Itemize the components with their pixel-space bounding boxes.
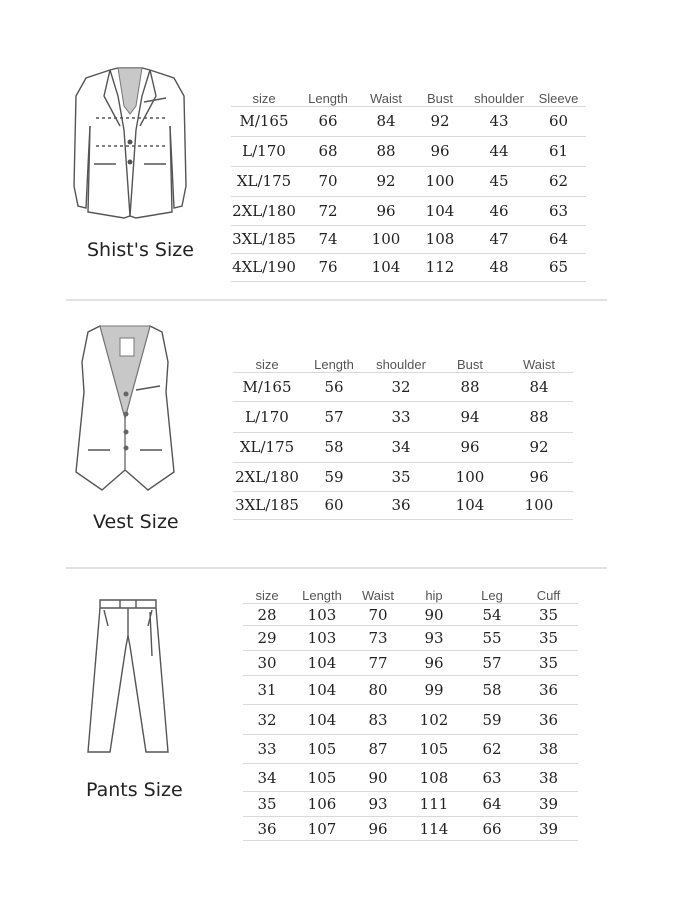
cell: 46 (467, 196, 531, 225)
table-row (231, 106, 586, 136)
cell: 66 (297, 106, 359, 136)
cell: 2XL/180 (231, 196, 297, 225)
cell: 62 (531, 166, 586, 196)
cell: 93 (353, 792, 403, 817)
cell: 38 (519, 764, 578, 792)
cell: 100 (505, 491, 573, 519)
cell: 96 (505, 462, 573, 491)
col-header: hip (403, 588, 465, 604)
cell: 39 (519, 792, 578, 817)
cell: 104 (359, 253, 413, 281)
cell: 73 (353, 626, 403, 651)
cell: M/165 (231, 106, 297, 136)
table-row (243, 604, 578, 626)
table-row (233, 462, 573, 491)
cell: 96 (413, 136, 467, 166)
table-row (243, 817, 578, 841)
cell: 2XL/180 (233, 462, 301, 491)
cell: 60 (301, 491, 367, 519)
col-header: Leg (465, 588, 519, 604)
cell: 61 (531, 136, 586, 166)
vest-size-table (233, 354, 573, 520)
cell: 62 (465, 735, 519, 764)
cell: 104 (291, 651, 353, 676)
cell: 39 (519, 817, 578, 841)
table-row (243, 705, 578, 735)
table-row (243, 792, 578, 817)
vest-illustration (70, 322, 180, 494)
cell: 55 (465, 626, 519, 651)
table-row (243, 735, 578, 764)
cell: 34 (367, 432, 435, 462)
cell: 105 (403, 735, 465, 764)
cell: 59 (301, 462, 367, 491)
cell: 31 (243, 676, 291, 705)
cell: 84 (359, 106, 413, 136)
table-row (231, 253, 586, 281)
cell: 35 (519, 651, 578, 676)
cell: 35 (243, 792, 291, 817)
cell: 36 (519, 705, 578, 735)
col-header: Bust (435, 354, 505, 372)
table-row (243, 676, 578, 705)
col-header: Waist (353, 588, 403, 604)
cell: 88 (505, 401, 573, 432)
cell: 33 (367, 401, 435, 432)
cell: 38 (519, 735, 578, 764)
cell: 35 (519, 626, 578, 651)
cell: 28 (243, 604, 291, 626)
cell: 104 (413, 196, 467, 225)
cell: XL/175 (231, 166, 297, 196)
cell: 64 (531, 225, 586, 253)
cell: 92 (505, 432, 573, 462)
cell: 45 (467, 166, 531, 196)
cell: 35 (367, 462, 435, 491)
table-row (231, 166, 586, 196)
cell: 63 (465, 764, 519, 792)
table-row (231, 225, 586, 253)
cell: 100 (413, 166, 467, 196)
cell: 70 (297, 166, 359, 196)
cell: 77 (353, 651, 403, 676)
cell: 87 (353, 735, 403, 764)
col-header: Cuff (519, 588, 578, 604)
cell: 29 (243, 626, 291, 651)
cell: 56 (301, 372, 367, 401)
cell: 96 (435, 432, 505, 462)
cell: 102 (403, 705, 465, 735)
cell: 92 (359, 166, 413, 196)
col-header: Bust (413, 88, 467, 106)
col-header: Waist (505, 354, 573, 372)
jacket-illustration (68, 66, 192, 224)
table-row (231, 196, 586, 225)
col-header: Length (297, 88, 359, 106)
pants-size-label: Pants Size (86, 779, 183, 801)
cell: 100 (435, 462, 505, 491)
cell: 58 (301, 432, 367, 462)
cell: 33 (243, 735, 291, 764)
cell: 104 (291, 676, 353, 705)
shirt-size-label: Shist's Size (87, 239, 194, 261)
table-row (233, 372, 573, 401)
table-row (243, 626, 578, 651)
cell: 80 (353, 676, 403, 705)
cell: 99 (403, 676, 465, 705)
cell: 94 (435, 401, 505, 432)
table-row (243, 764, 578, 792)
cell: 59 (465, 705, 519, 735)
section-divider (66, 299, 607, 301)
cell: 36 (367, 491, 435, 519)
cell: 96 (353, 817, 403, 841)
cell: 74 (297, 225, 359, 253)
cell: 88 (359, 136, 413, 166)
cell: M/165 (233, 372, 301, 401)
col-header: Length (301, 354, 367, 372)
cell: 32 (243, 705, 291, 735)
shirt-size-table (231, 88, 586, 282)
cell: 48 (467, 253, 531, 281)
cell: 105 (291, 764, 353, 792)
cell: 64 (465, 792, 519, 817)
table-row (231, 136, 586, 166)
table-row (233, 401, 573, 432)
cell: 43 (467, 106, 531, 136)
cell: 103 (291, 604, 353, 626)
cell: 63 (531, 196, 586, 225)
cell: L/170 (233, 401, 301, 432)
cell: 106 (291, 792, 353, 817)
cell: 100 (359, 225, 413, 253)
cell: 66 (465, 817, 519, 841)
cell: 90 (403, 604, 465, 626)
cell: 107 (291, 817, 353, 841)
pants-illustration (80, 596, 176, 756)
cell: 68 (297, 136, 359, 166)
cell: 96 (403, 651, 465, 676)
cell: 104 (291, 705, 353, 735)
cell: 57 (301, 401, 367, 432)
cell: 35 (519, 604, 578, 626)
cell: 108 (413, 225, 467, 253)
cell: 112 (413, 253, 467, 281)
cell: 57 (465, 651, 519, 676)
col-header: Length (291, 588, 353, 604)
cell: 104 (435, 491, 505, 519)
cell: 92 (413, 106, 467, 136)
cell: 3XL/185 (231, 225, 297, 253)
cell: XL/175 (233, 432, 301, 462)
col-header: size (231, 88, 297, 106)
cell: 103 (291, 626, 353, 651)
col-header: shoulder (367, 354, 435, 372)
cell: L/170 (231, 136, 297, 166)
col-header: size (233, 354, 301, 372)
cell: 44 (467, 136, 531, 166)
cell: 65 (531, 253, 586, 281)
cell: 90 (353, 764, 403, 792)
cell: 54 (465, 604, 519, 626)
col-header: Waist (359, 88, 413, 106)
cell: 72 (297, 196, 359, 225)
table-row (243, 651, 578, 676)
section-divider (66, 567, 607, 569)
cell: 83 (353, 705, 403, 735)
cell: 111 (403, 792, 465, 817)
cell: 108 (403, 764, 465, 792)
cell: 34 (243, 764, 291, 792)
cell: 60 (531, 106, 586, 136)
col-header: shoulder (467, 88, 531, 106)
cell: 47 (467, 225, 531, 253)
cell: 58 (465, 676, 519, 705)
cell: 96 (359, 196, 413, 225)
cell: 36 (243, 817, 291, 841)
cell: 70 (353, 604, 403, 626)
cell: 36 (519, 676, 578, 705)
col-header: size (243, 588, 291, 604)
col-header: Sleeve (531, 88, 586, 106)
cell: 32 (367, 372, 435, 401)
cell: 3XL/185 (233, 491, 301, 519)
cell: 114 (403, 817, 465, 841)
table-row (233, 432, 573, 462)
vest-size-label: Vest Size (93, 511, 179, 533)
cell: 76 (297, 253, 359, 281)
cell: 30 (243, 651, 291, 676)
cell: 84 (505, 372, 573, 401)
cell: 88 (435, 372, 505, 401)
pants-size-table (243, 588, 578, 841)
table-row (233, 491, 573, 519)
cell: 4XL/190 (231, 253, 297, 281)
cell: 105 (291, 735, 353, 764)
cell: 93 (403, 626, 465, 651)
